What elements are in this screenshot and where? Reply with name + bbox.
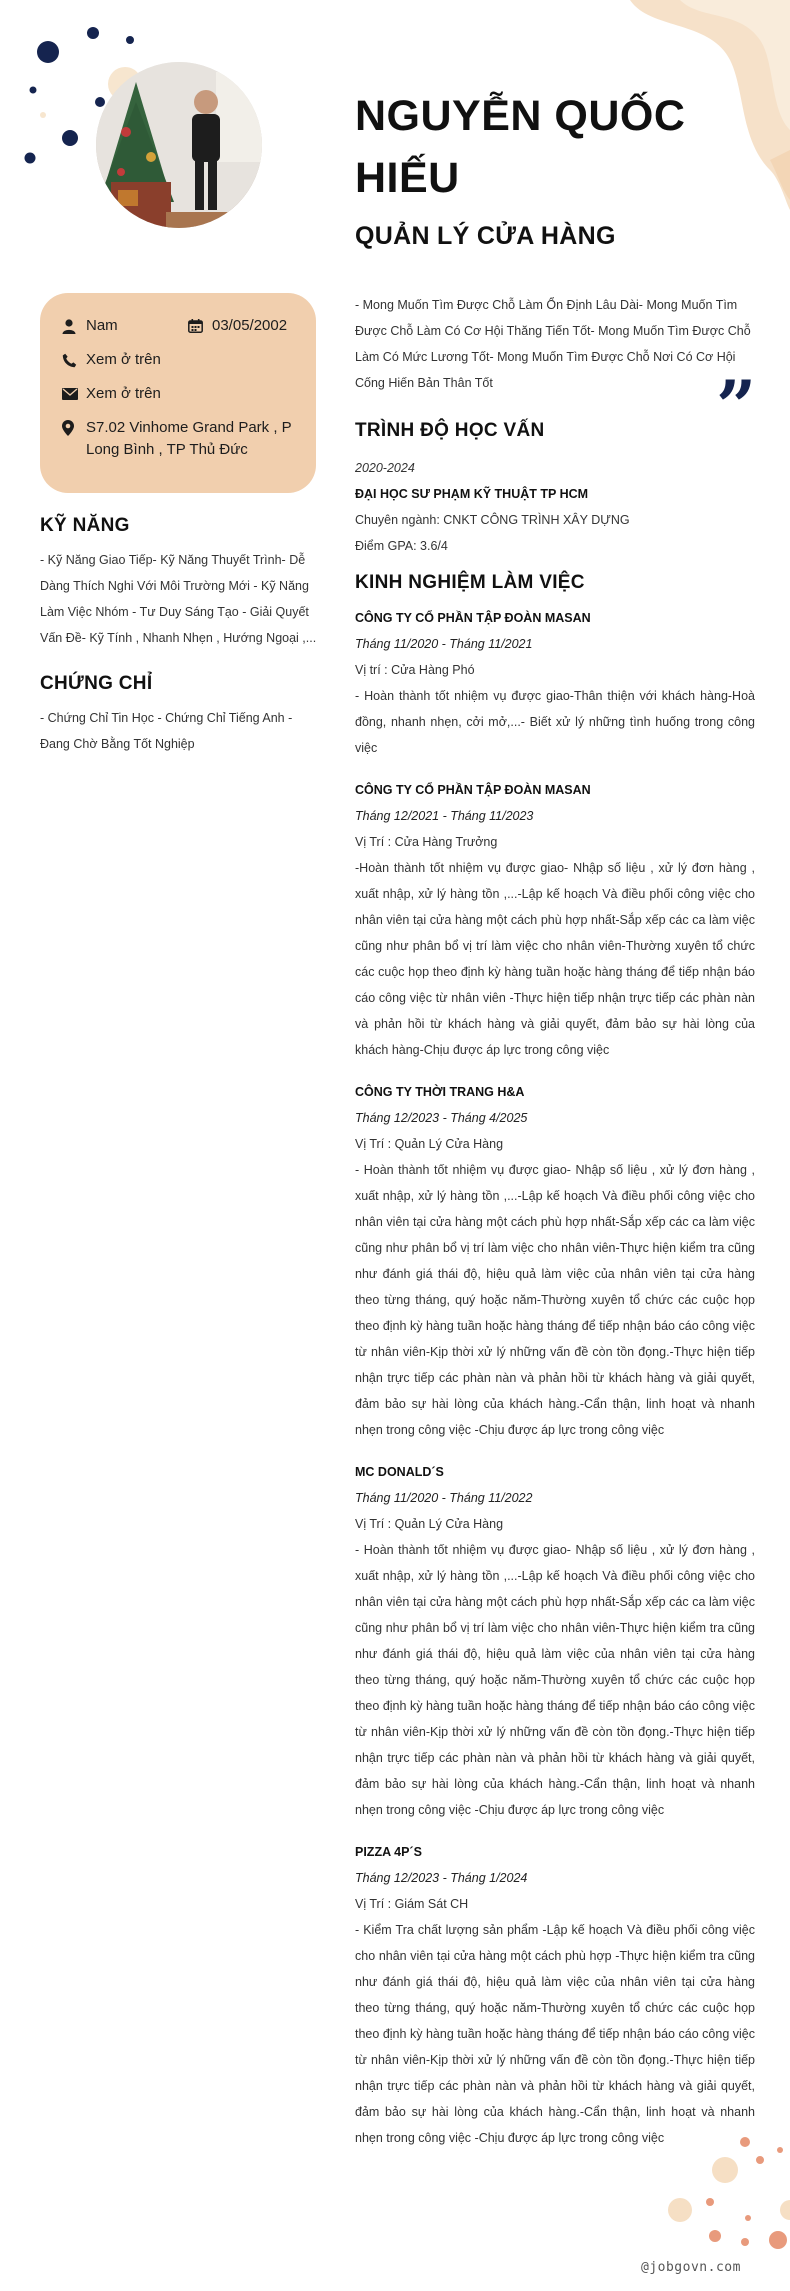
- education-major: Chuyên ngành: CNKT CÔNG TRÌNH XÂY DỰNG: [355, 513, 630, 527]
- experience-item: [355, 1459, 755, 1823]
- experience-item: [355, 1079, 755, 1443]
- job-description: - Hoàn thành tốt nhiệm vụ được giao-Thân thiện với khách hàng-Hoà đồng, nhanh nhẹn, cởi mở,...- Biết xử lý những tình huống trong công việc: [355, 689, 755, 755]
- envelope-icon: [62, 383, 86, 405]
- certificates-section: [40, 673, 318, 757]
- position: Vị Trí : Quản Lý Cửa Hàng: [355, 1517, 504, 1531]
- job-title: QUẢN LÝ CỬA HÀNG: [355, 222, 616, 250]
- employment-period: Tháng 12/2021 - Tháng 11/2023: [355, 809, 534, 823]
- personal-info-card: [40, 293, 316, 493]
- company-name: CÔNG TY CỔ PHẦN TẬP ĐOÀN MASAN: [355, 611, 591, 625]
- education-gpa: Điểm GPA: 3.6/4: [355, 539, 448, 553]
- info-row-phone: [62, 349, 294, 383]
- position: Vị Trí : Quản Lý Cửa Hàng: [355, 1137, 504, 1151]
- company-name: CÔNG TY THỜI TRANG H&A: [355, 1085, 525, 1099]
- employment-period: Tháng 11/2020 - Tháng 11/2021: [355, 637, 533, 651]
- candidate-name: NGUYỄN QUỐC HIẾU: [355, 92, 686, 202]
- skills-title: KỸ NĂNG: [40, 515, 130, 536]
- info-row-gender-birth: [62, 315, 294, 349]
- education-title: TRÌNH ĐỘ HỌC VẤN: [355, 420, 545, 441]
- user-icon: [62, 315, 86, 337]
- experience-title: KINH NGHIỆM LÀM VIỆC: [355, 572, 585, 593]
- calendar-icon: [188, 315, 212, 337]
- employment-period: Tháng 12/2023 - Tháng 1/2024: [355, 1871, 528, 1885]
- employment-period: Tháng 11/2020 - Tháng 11/2022: [355, 1491, 533, 1505]
- position: Vị trí : Cửa Hàng Phó: [355, 663, 475, 677]
- birthdate-group: [188, 315, 287, 337]
- education-period: 2020-2024: [355, 461, 415, 475]
- career-objective: - Mong Muốn Tìm Được Chỗ Làm Ổn Định Lâu Dài- Mong Muốn Tìm Được Chỗ Làm Có Cơ Hội Thăng Tiến Tốt- Mong Muốn Tìm Được Chỗ Làm Có Mức Lương Tốt- Mong Muốn Tìm Được Chỗ Nơi Có Cơ Hội Cống Hiến Bản Thân Tốt: [355, 298, 751, 390]
- experience-list: [355, 605, 755, 2167]
- company-name: MC DONALD´S: [355, 1465, 444, 1479]
- phone-value: Xem ở trên: [86, 351, 161, 368]
- experience-item: [355, 605, 755, 761]
- job-description: - Kiểm Tra chất lượng sản phẩm -Lập kế hoạch Và điều phối công việc cho nhân viên tại cửa hàng một cách phù hợp -Thực hiện kiểm tra cũng như đánh giá thái độ, hiệu quả làm việc của nhân viên tại cửa hàng theo từng tháng, quý hoặc năm-Thường xuyên tổ chức các cuộc họp theo định kỳ hàng tuần hoặc hàng tháng để tiếp nhận báo cáo công việc từ nhân viên-Kịp thời xử lý những vấn đề còn tồn đọng.-Thực hiện tiếp nhận trực tiếp các phàn nàn và phản hồi từ khách hàng và giải quyết, đảm bảo sự hài lòng của khách hàng.-Cẩn thận, linh hoạt và nhanh nhẹn trong công việc -Chịu được áp lực trong công việc: [355, 1923, 755, 2145]
- profile-photo: [96, 62, 262, 228]
- certificates-text: - Chứng Chỉ Tin Học - Chứng Chỉ Tiếng Anh - Đang Chờ Bằng Tốt Nghiệp: [40, 711, 293, 751]
- info-row-address: [62, 417, 294, 461]
- job-description: - Hoàn thành tốt nhiệm vụ được giao- Nhập số liệu , xử lý đơn hàng , xuất nhập, xử lý hàng tồn ,...-Lập kế hoạch Và điều phối công việc cho nhân viên tại cửa hàng một cách phù hợp nhất-Sắp xếp các ca làm việc cũng như phân bổ vị trí làm việc cho nhân viên-Thực hiện kiểm tra cũng như đánh giá thái độ, hiệu quả làm việc của nhân viên tại cửa hàng theo từng tháng, quý hoặc năm-Thường xuyên tổ chức các cuộc họp theo định kỳ hàng tuần hoặc hàng tháng để tiếp nhận báo cáo công việc từ nhân viên-Kịp thời xử lý những vấn đề còn tồn đọng.-Thực hiện tiếp nhận trực tiếp các phàn nàn và phản hồi từ khách hàng và giải quyết, đảm bảo sự hài lòng của khách hàng.-Cẩn thận, linh hoạt và nhanh nhẹn trong công việc -Chịu được áp lực trong công việc: [355, 1543, 755, 1817]
- education-school: ĐẠI HỌC SƯ PHẠM KỸ THUẬT TP HCM: [355, 487, 589, 501]
- watermark: @jobgovn.com: [641, 2260, 741, 2275]
- email-value: Xem ở trên: [86, 385, 161, 402]
- company-name: CÔNG TY CỔ PHẦN TẬP ĐOÀN MASAN: [355, 783, 591, 797]
- position: Vị Trí : Cửa Hàng Trưởng: [355, 835, 498, 849]
- experience-item: [355, 777, 755, 1063]
- job-description: -Hoàn thành tốt nhiệm vụ được giao- Nhập số liệu , xử lý đơn hàng , xuất nhập, xử lý hàng tồn ,...-Lập kế hoạch Và điều phối công việc cho nhân viên tại cửa hàng một cách phù hợp nhất-Sắp xếp các ca làm việc cũng như phân bổ vị trí làm việc cho nhân viên-Thường xuyên tổ chức các cuộc họp theo định kỳ hàng tuần hoặc hàng tháng để tiếp nhận báo cáo công việc từ nhân viên -Thực hiện tiếp nhận trực tiếp các phàn nàn và phản hồi từ khách hàng và giải quyết, đảm bảo sự hài lòng của khách hàng-Chịu được áp lực trong công việc: [355, 861, 755, 1057]
- company-name: PIZZA 4P´S: [355, 1845, 422, 1859]
- skills-section: [40, 515, 318, 651]
- position: Vị Trí : Giám Sát CH: [355, 1897, 469, 1911]
- skills-text: - Kỹ Năng Giao Tiếp- Kỹ Năng Thuyết Trình- Dễ Dàng Thích Nghi Với Môi Trường Mới - Kỹ Năng Làm Việc Nhóm - Tư Duy Sáng Tạo - Giải Quyết Vấn Đề- Kỹ Tính , Nhanh Nhẹn , Hướng Ngoại ,...: [40, 553, 317, 645]
- education-section: [355, 455, 755, 559]
- phone-icon: [62, 349, 86, 371]
- certificates-title: CHỨNG CHỈ: [40, 673, 153, 694]
- bottom-right-dots-decoration: [640, 2130, 790, 2260]
- employment-period: Tháng 12/2023 - Tháng 4/2025: [355, 1111, 528, 1125]
- job-description: - Hoàn thành tốt nhiệm vụ được giao- Nhập số liệu , xử lý đơn hàng , xuất nhập, xử lý hàng tồn ,...-Lập kế hoạch Và điều phối công việc cho nhân viên tại cửa hàng một cách phù hợp nhất-Sắp xếp các ca làm việc cũng như phân bổ vị trí làm việc cho nhân viên-Thực hiện kiểm tra cũng như đánh giá thái độ, hiệu quả làm việc của nhân viên tại cửa hàng theo từng tháng, quý hoặc năm-Thường xuyên tổ chức các cuộc họp theo định kỳ hàng tuần hoặc hàng tháng để tiếp nhận báo cáo công việc từ nhân viên-Kịp thời xử lý những vấn đề còn tồn đọng.-Thực hiện tiếp nhận trực tiếp các phàn nàn và phản hồi từ khách hàng và giải quyết, đảm bảo sự hài lòng của khách hàng.-Cẩn thận, linh hoạt và nhanh nhẹn trong công việc -Chịu được áp lực trong công việc: [355, 1163, 755, 1437]
- gender-value: Nam: [86, 317, 118, 334]
- birthdate-value: 03/05/2002: [212, 317, 288, 334]
- address-value: S7.02 Vinhome Grand Park , P Long Bình , TP Thủ Đức: [86, 419, 292, 458]
- experience-item: [355, 1839, 755, 2151]
- quote-icon: ”: [716, 365, 757, 448]
- location-pin-icon: [62, 417, 86, 439]
- info-row-email: [62, 383, 294, 417]
